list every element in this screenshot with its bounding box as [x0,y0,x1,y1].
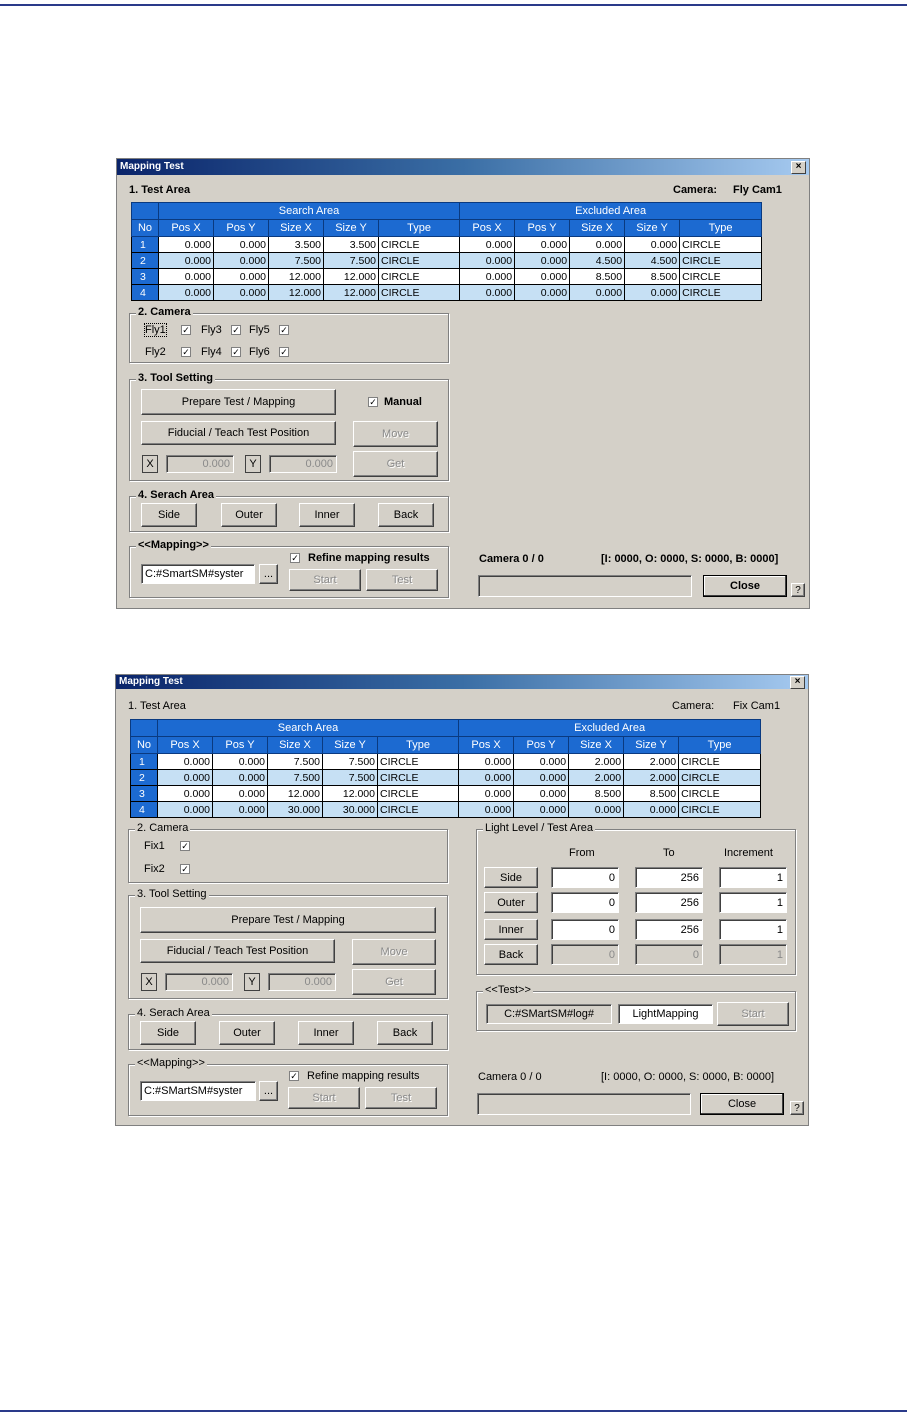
column-header: Pos Y [214,220,269,237]
column-header: Size Y [624,737,679,754]
light-back-to-field[interactable]: 0 [635,944,703,965]
table-cell[interactable]: 0.000 [514,786,569,802]
table-corner [131,720,158,737]
table-cell[interactable]: 0.000 [213,802,268,818]
table-row[interactable] [131,770,761,786]
camera-fly1-label: Fly1 [145,324,166,336]
table-cell[interactable]: 0.000 [460,269,515,285]
table-cell[interactable]: 0.000 [460,237,515,253]
camera-group-title: 2. Camera [137,822,189,834]
camera-fly6-checkbox[interactable]: ✓ [280,347,288,357]
camera-label: Camera: [673,184,718,196]
table-cell[interactable]: 7.500 [269,253,324,269]
table-cell[interactable]: 0.000 [459,786,514,802]
camera-fix1-label: Fix1 [144,840,165,852]
row-number[interactable]: 3 [132,269,159,285]
manual-label: Manual [384,396,422,408]
row-number[interactable]: 1 [131,754,158,770]
fiducial-teach-button[interactable]: Fiducial / Teach Test Position [141,421,336,445]
row-number[interactable]: 1 [132,237,159,253]
back-button[interactable]: Back [378,503,434,527]
close-icon[interactable]: × [791,161,806,174]
table-cell[interactable]: 0.000 [514,770,569,786]
table-cell[interactable]: 8.500 [570,269,625,285]
table-cell[interactable]: 4.500 [625,253,680,269]
excluded-area-header: Excluded Area [460,203,762,220]
table-corner [132,203,159,220]
search-area-group-title: 4. Serach Area [138,489,215,501]
table-cell[interactable]: CIRCLE [680,237,762,253]
table-cell[interactable]: CIRCLE [378,754,459,770]
light-outer-to-field[interactable]: 256 [635,892,703,913]
camera-fix1-checkbox[interactable]: ✓ [181,841,189,851]
camera-group [128,822,448,883]
table-cell[interactable]: 7.500 [268,754,323,770]
mapping-test-button[interactable]: Test [366,569,438,591]
table-cell[interactable]: 12.000 [323,786,378,802]
get-button[interactable]: Get [352,969,436,995]
camera-value: Fix Cam1 [733,700,781,712]
refine-mapping-checkbox[interactable]: ✓ [290,1071,298,1081]
inner-button[interactable]: Inner [299,503,355,527]
row-number[interactable]: 2 [131,770,158,786]
fiducial-teach-button[interactable]: Fiducial / Teach Test Position [140,939,335,963]
y-label: Y [244,973,260,991]
camera-fly5-checkbox[interactable]: ✓ [280,325,288,335]
light-side-to-field[interactable]: 256 [635,867,703,888]
table-cell[interactable]: 0.000 [570,237,625,253]
camera-fix2-label: Fix2 [144,863,165,875]
table-cell[interactable]: 0.000 [213,770,268,786]
test-area-label: 1. Test Area [129,184,191,196]
table-cell[interactable]: 0.000 [459,802,514,818]
y-coordinate-field[interactable]: 0.000 [269,455,337,473]
mapping-path-field[interactable]: C:#SMartSM#syster [140,1081,256,1101]
back-button[interactable]: Back [377,1021,433,1045]
column-header: Size X [569,737,624,754]
page-bottom-rule [0,1410,907,1412]
table-cell[interactable]: CIRCLE [379,269,460,285]
table-cell[interactable]: 12.000 [269,285,324,301]
dialog-title-bar [116,675,808,689]
table-cell[interactable]: 0.000 [569,802,624,818]
table-cell[interactable]: CIRCLE [679,802,761,818]
table-cell[interactable]: 0.000 [514,802,569,818]
refine-mapping-checkbox[interactable]: ✓ [291,553,299,563]
dialog-title: Mapping Test [119,676,183,687]
table-cell[interactable]: 0.000 [460,253,515,269]
table-cell[interactable]: 0.000 [159,253,214,269]
mapping-test-dialog-fix [115,674,809,1126]
table-row[interactable] [132,269,762,285]
page-top-rule [0,4,907,6]
side-button[interactable]: Side [140,1021,196,1045]
table-cell[interactable]: CIRCLE [378,770,459,786]
mapping-test-dialog-fly [116,158,810,609]
camera-fly4-label: Fly4 [201,346,222,358]
table-cell[interactable]: 30.000 [268,802,323,818]
column-header: Pos Y [213,737,268,754]
table-cell[interactable]: 0.000 [213,786,268,802]
table-cell[interactable]: 12.000 [268,786,323,802]
status-codes: [I: 0000, O: 0000, S: 0000, B: 0000] [601,553,779,565]
table-cell[interactable]: CIRCLE [679,786,761,802]
camera-fly3-label: Fly3 [201,324,222,336]
browse-button[interactable]: ... [259,1081,278,1101]
column-header-row [131,737,761,754]
table-cell[interactable]: 0.000 [625,285,680,301]
table-cell[interactable]: CIRCLE [379,285,460,301]
light-to-header: To [663,847,675,859]
inner-button[interactable]: Inner [298,1021,354,1045]
manual-checkbox[interactable]: ✓ [369,397,377,407]
table-cell[interactable]: 0.000 [625,237,680,253]
table-cell[interactable]: 0.000 [158,754,213,770]
progress-bar [478,575,692,597]
light-inner-button[interactable]: Inner [484,919,538,940]
table-cell[interactable]: 0.000 [159,269,214,285]
mapping-test-button[interactable]: Test [365,1087,437,1109]
excluded-area-header: Excluded Area [459,720,761,737]
light-side-button[interactable]: Side [484,867,538,888]
table-cell[interactable]: 0.000 [158,786,213,802]
table-cell[interactable]: 0.000 [515,285,570,301]
mapping-path-field[interactable]: C:#SmartSM#syster [141,564,255,584]
dialog-title-bar [117,159,809,175]
light-side-increment-field[interactable]: 1 [719,867,787,888]
side-button[interactable]: Side [141,503,197,527]
light-inner-from-field[interactable]: 0 [551,919,619,940]
search-area-group-title: 4. Serach Area [137,1007,210,1019]
table-cell[interactable]: 0.000 [158,770,213,786]
table-cell[interactable]: 3.500 [269,237,324,253]
column-header: Type [378,737,459,754]
move-button[interactable]: Move [353,421,438,447]
table-cell[interactable]: CIRCLE [680,253,762,269]
column-header: Pos X [158,737,213,754]
outer-button[interactable]: Outer [221,503,277,527]
table-cell[interactable]: 0.000 [459,754,514,770]
camera-fix2-checkbox[interactable]: ✓ [181,864,189,874]
camera-value: Fly Cam1 [733,184,782,196]
table-cell[interactable]: 8.500 [569,786,624,802]
test-path-field[interactable]: C:#SMartSM#log# [486,1004,612,1024]
column-header: Type [680,220,762,237]
mapping-group-title: <<Mapping>> [137,1057,205,1069]
table-cell[interactable]: 7.500 [323,754,378,770]
tool-setting-group-title: 3. Tool Setting [138,372,213,384]
table-cell[interactable]: CIRCLE [679,770,761,786]
table-cell[interactable]: 0.000 [624,802,679,818]
table-row[interactable] [132,253,762,269]
column-header: Pos X [159,220,214,237]
camera-label: Camera: [672,700,715,712]
help-button[interactable]: ? [790,1101,804,1115]
camera-fly6-label: Fly6 [249,346,270,358]
prepare-test-mapping-button[interactable]: Prepare Test / Mapping [140,907,436,933]
light-side-from-field[interactable]: 0 [551,867,619,888]
get-button[interactable]: Get [353,451,438,477]
test-area-table[interactable] [130,719,761,818]
table-cell[interactable]: CIRCLE [379,237,460,253]
table-row[interactable] [132,237,762,253]
table-cell[interactable]: 7.500 [268,770,323,786]
light-from-header: From [569,847,595,859]
x-label: X [142,455,158,473]
table-cell[interactable]: 0.000 [514,754,569,770]
light-back-from-field[interactable]: 0 [551,944,619,965]
search-area-header: Search Area [158,720,459,737]
row-number[interactable]: 2 [132,253,159,269]
column-header: Pos Y [514,737,569,754]
column-header: Size Y [324,220,379,237]
row-number[interactable]: 4 [132,285,159,301]
mapping-group-title: <<Mapping>> [138,539,209,551]
table-cell[interactable]: 2.000 [569,754,624,770]
help-button[interactable]: ? [791,583,805,597]
row-number[interactable]: 4 [131,802,158,818]
camera-fly5-label: Fly5 [249,324,270,336]
column-header: Size X [570,220,625,237]
table-cell[interactable]: 0.000 [515,269,570,285]
prepare-test-mapping-button[interactable]: Prepare Test / Mapping [141,389,336,415]
light-inner-to-field[interactable]: 256 [635,919,703,940]
column-header: No [132,220,159,237]
table-row[interactable] [131,802,761,818]
table-cell[interactable]: 2.000 [624,770,679,786]
row-number[interactable]: 3 [131,786,158,802]
table-cell[interactable]: 0.000 [159,237,214,253]
table-cell[interactable]: 12.000 [324,269,379,285]
table-cell[interactable]: 12.000 [269,269,324,285]
camera-status: Camera 0 / 0 [479,553,544,565]
table-cell[interactable]: 0.000 [459,770,514,786]
camera-fly2-checkbox[interactable]: ✓ [182,347,190,357]
light-outer-increment-field[interactable]: 1 [719,892,787,913]
column-header: Size Y [625,220,680,237]
table-cell[interactable]: 7.500 [323,770,378,786]
progress-bar [477,1093,691,1115]
table-cell[interactable]: 12.000 [324,285,379,301]
y-label: Y [245,455,261,473]
column-header: Pos Y [515,220,570,237]
table-cell[interactable]: CIRCLE [378,786,459,802]
camera-fly3-checkbox[interactable]: ✓ [232,325,240,335]
column-header: No [131,737,158,754]
test-start-button[interactable]: Start [717,1002,789,1026]
table-cell[interactable]: CIRCLE [378,802,459,818]
camera-fly1-checkbox[interactable]: ✓ [182,325,190,335]
table-cell[interactable]: CIRCLE [680,285,762,301]
column-header: Size Y [323,737,378,754]
column-header: Type [679,737,761,754]
browse-button[interactable]: ... [259,564,278,584]
table-row[interactable] [131,754,761,770]
y-coordinate-field[interactable]: 0.000 [268,973,336,991]
light-outer-button[interactable]: Outer [484,892,538,913]
refine-mapping-label: Refine mapping results [307,1070,420,1082]
table-cell[interactable]: 0.000 [214,237,269,253]
camera-group-title: 2. Camera [138,306,191,318]
table-cell[interactable]: 0.000 [159,285,214,301]
table-cell[interactable]: 3.500 [324,237,379,253]
table-cell[interactable]: 0.000 [570,285,625,301]
table-cell[interactable]: 8.500 [625,269,680,285]
light-increment-header: Increment [724,847,773,859]
column-header: Size X [268,737,323,754]
table-row[interactable] [131,786,761,802]
x-label: X [141,973,157,991]
light-back-increment-field[interactable]: 1 [719,944,787,965]
test-group-title: <<Test>> [485,984,531,996]
test-area-table[interactable] [131,202,762,301]
tool-setting-group-title: 3. Tool Setting [137,888,207,900]
camera-fly2-label: Fly2 [145,346,166,358]
table-cell[interactable]: 0.000 [214,269,269,285]
x-coordinate-field[interactable]: 0.000 [166,455,234,473]
close-button[interactable]: Close [700,1093,784,1115]
table-cell[interactable]: CIRCLE [679,754,761,770]
light-back-button[interactable]: Back [484,944,538,965]
refine-mapping-label: Refine mapping results [308,552,430,564]
column-header-row [132,220,762,237]
light-inner-increment-field[interactable]: 1 [719,919,787,940]
light-level-group-title: Light Level / Test Area [485,822,594,834]
column-header: Pos X [460,220,515,237]
close-button[interactable]: Close [703,575,787,597]
table-cell[interactable]: 2.000 [624,754,679,770]
outer-button[interactable]: Outer [219,1021,275,1045]
table-cell[interactable]: 0.000 [213,754,268,770]
column-header: Type [379,220,460,237]
table-cell[interactable]: CIRCLE [680,269,762,285]
table-cell[interactable]: 0.000 [460,285,515,301]
table-row[interactable] [132,285,762,301]
table-cell[interactable]: 0.000 [214,285,269,301]
table-cell[interactable]: 0.000 [214,253,269,269]
table-cell[interactable]: 0.000 [515,253,570,269]
camera-status: Camera 0 / 0 [478,1071,542,1083]
camera-group [129,306,449,363]
table-cell[interactable]: CIRCLE [379,253,460,269]
table-cell[interactable]: 0.000 [158,802,213,818]
table-cell[interactable]: 2.000 [569,770,624,786]
test-area-label: 1. Test Area [128,700,186,712]
x-coordinate-field[interactable]: 0.000 [165,973,233,991]
light-outer-from-field[interactable]: 0 [551,892,619,913]
dialog-title: Mapping Test [120,161,184,172]
search-area-header: Search Area [159,203,460,220]
column-header: Pos X [459,737,514,754]
table-cell[interactable]: 0.000 [515,237,570,253]
test-name-field[interactable]: LightMapping [618,1004,713,1024]
table-cell[interactable]: 7.500 [324,253,379,269]
status-codes: [I: 0000, O: 0000, S: 0000, B: 0000] [601,1071,775,1083]
mapping-start-button[interactable]: Start [289,569,361,591]
move-button[interactable]: Move [352,939,436,965]
camera-fly4-checkbox[interactable]: ✓ [232,347,240,357]
column-header: Size X [269,220,324,237]
close-icon[interactable]: × [790,676,805,689]
table-cell[interactable]: 30.000 [323,802,378,818]
table-cell[interactable]: 8.500 [624,786,679,802]
mapping-start-button[interactable]: Start [288,1087,360,1109]
table-cell[interactable]: 4.500 [570,253,625,269]
